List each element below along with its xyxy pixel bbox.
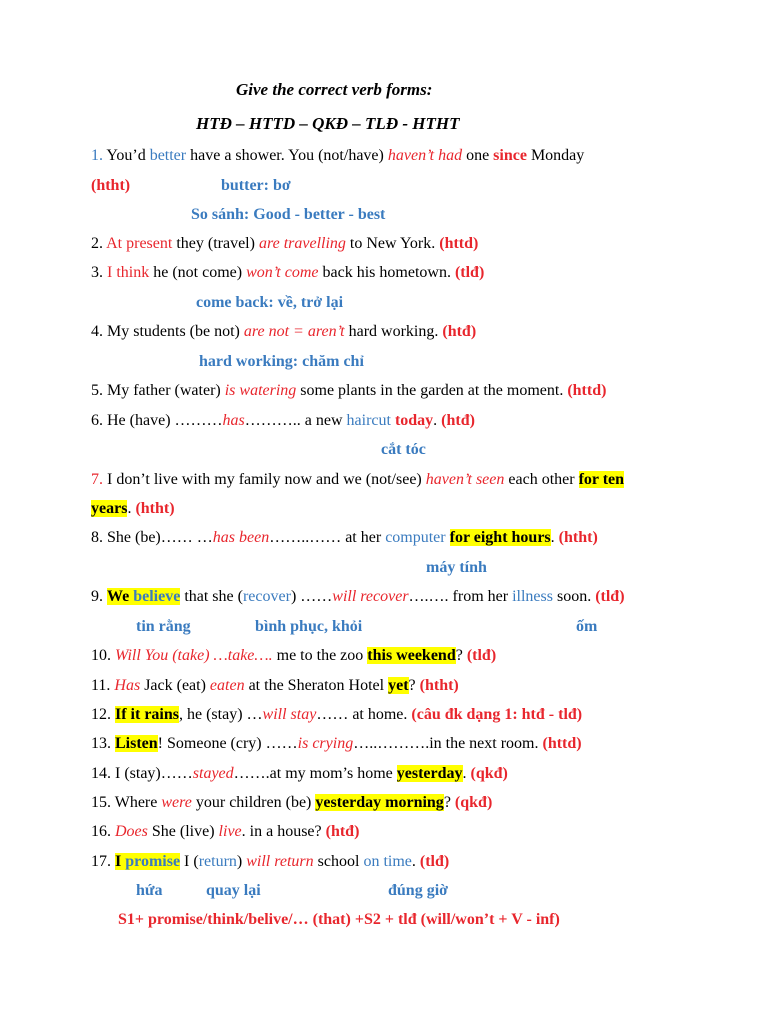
tense-list-heading: HTĐ – HTTD – QKĐ – TLĐ - HTHT (196, 114, 460, 133)
question-6: 6. He (have) ………has……….. a new haircut today. (htđ) (91, 412, 475, 429)
question-1-compare-note: So sánh: Good - better - best (191, 206, 386, 223)
question-1-note: butter: bơ (221, 177, 291, 194)
question-11: 11. Has Jack (eat) eaten at the Sheraton Hotel yet? (htht) (91, 677, 459, 694)
question-9-note-recover: bình phục, khỏi (255, 618, 363, 635)
question-8-note: máy tính (426, 559, 487, 576)
question-3: 3. I think he (not come) won’t come back his hometown. (tlđ) (91, 264, 485, 281)
question-3-note: come back: về, trở lại (196, 294, 344, 311)
question-9-note-believe: tin rằng (136, 618, 191, 635)
question-12: 12. If it rains, he (stay) …will stay…… at home. (câu đk dạng 1: htđ - tlđ) (91, 706, 583, 723)
question-2: 2. At present they (travel) are travelling to New York. (httd) (91, 235, 479, 252)
question-5: 5. My father (water) is watering some plants in the garden at the moment. (httd) (91, 382, 607, 399)
question-7-cont: years. (htht) (91, 500, 175, 517)
page-title: Give the correct verb forms: (236, 80, 433, 99)
question-6-note: cắt tóc (381, 441, 426, 458)
question-15: 15. Where were your children (be) yesterday morning? (qkđ) (91, 794, 493, 811)
question-17-note-return: quay lại (206, 882, 261, 899)
question-17-note-promise: hứa (136, 882, 163, 899)
question-16: 16. Does She (live) live. in a house? (htđ) (91, 823, 360, 840)
question-17-note-on-time: đúng giờ (388, 882, 448, 899)
question-4: 4. My students (be not) are not = aren’t hard working. (htđ) (91, 323, 477, 340)
question-1: 1. You’d better have a shower. You (not/have) haven’t had one since Monday (91, 147, 585, 164)
question-9: 9. We believe that she (recover) ……will recover….…. from her illness soon. (tlđ) (91, 588, 625, 605)
question-10: 10. Will You (take) …take…. me to the zoo this weekend? (tlđ) (91, 647, 497, 664)
question-13: 13. Listen! Someone (cry) ……is crying…..……….in the next room. (httd) (91, 735, 582, 752)
question-8: 8. She (be)…… …has been……..…… at her computer for eight hours. (htht) (91, 529, 598, 546)
question-4-note: hard working: chăm chỉ (199, 353, 364, 370)
question-14: 14. I (stay)……stayed…….at my mom’s home yesterday. (qkđ) (91, 765, 508, 782)
question-17: 17. I promise I (return) will return school on time. (tlđ) (91, 853, 450, 870)
question-7: 7. I don’t live with my family now and we (not/see) haven’t seen each other for ten (91, 471, 625, 488)
question-1-tense: (htht) (91, 177, 131, 194)
grammar-formula: S1+ promise/think/belive/… (that) +S2 + tlđ (will/won’t + V - inf) (118, 911, 560, 928)
question-9-note-illness: ốm (576, 618, 598, 635)
